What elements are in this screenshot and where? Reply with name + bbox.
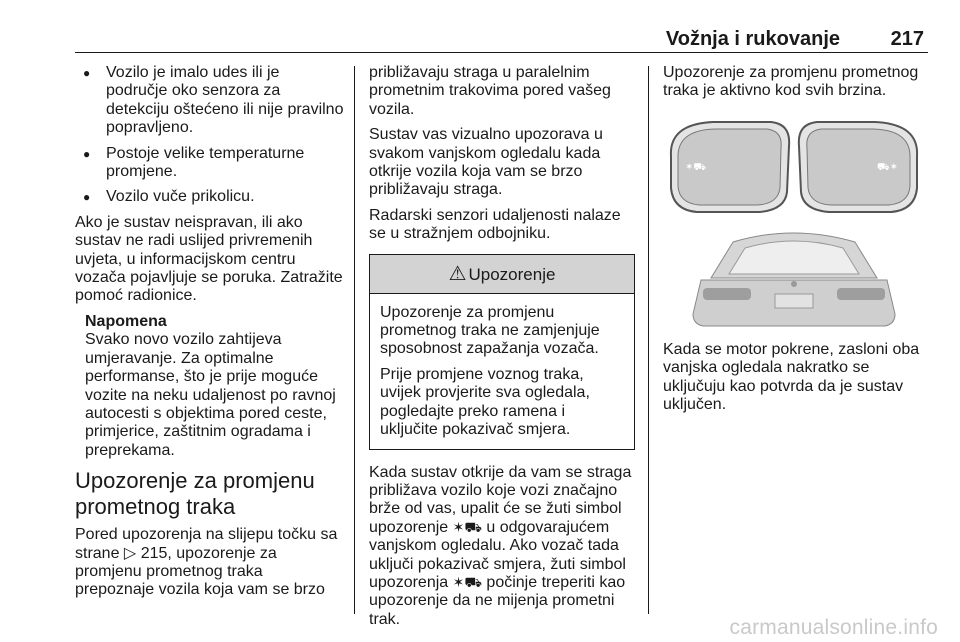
warning-body — [370, 294, 634, 449]
paragraph: Kada se motor pokrene, zasloni oba vanjska ogledala nakratko se uključuju kao potvrda da je sustav uključen. — [663, 340, 920, 414]
lane-change-warning-icon: ✶⛟ — [452, 574, 482, 591]
paragraph: približavaju straga u paralelnim prometnim trakovima pored vašeg vozila. — [369, 64, 611, 118]
paragraph-text: u odgovarajućem vanjskom ogledalu. Ako vozač tada uključi pokazivač smjera, žuti simbol upozorenja — [369, 518, 626, 591]
left-mirror-icon — [671, 122, 789, 212]
warning-box — [369, 254, 635, 450]
paragraph: Upozorenje za promjenu prometnog traka je aktivno kod svih brzina. — [663, 64, 919, 100]
paragraph: Sustav vas vizualno upozorava u svakom vanjskom ogledalu kada otkrije vozila koja vam se brzo približavaju straga. — [369, 126, 603, 199]
svg-text:⛟✶: ⛟✶ — [877, 161, 898, 173]
warning-text: Upozorenje za promjenu prometnog traka ne zamjenjuje sposobnost zapažanja vozača. — [380, 303, 600, 358]
warning-text: Prije promjene voznog traka, uvijek provjerite sva ogledala, pogledajte preko ramena i uključite pokazivač smjera. — [380, 365, 590, 439]
watermark: carmanualsonline.info — [729, 616, 938, 639]
column-divider — [354, 66, 355, 614]
paragraph-text: , upozorenje za promjenu prometnog traka prepoznaje vozila koja vam se brzo — [75, 544, 325, 599]
chapter-title: Vožnja i rukovanje — [665, 28, 840, 50]
section-heading: Upozorenje za promjenu prometnog traka — [75, 468, 315, 520]
lane-change-warning-icon: ✶⛟ — [452, 519, 482, 536]
column-1 — [75, 64, 345, 607]
warning-title: Upozorenje — [468, 264, 556, 284]
page-ref-arrow-icon: ▷ — [123, 544, 137, 562]
list-item: ● Vozilo vuče prikolicu. — [75, 188, 345, 206]
paragraph: Radarski senzori udaljenosti nalaze se u stražnjem odbojniku. — [369, 206, 621, 243]
warning-header — [370, 255, 634, 294]
column-3 — [663, 64, 929, 421]
paragraph-text: počinje treperiti kao upozorenje da ne mijenja prometni trak. — [369, 573, 626, 628]
column-2 — [369, 64, 635, 636]
svg-text:✶⛟: ✶⛟ — [685, 161, 706, 173]
paragraph — [75, 526, 345, 600]
paragraph-text: Kada sustav otkrije da vam se straga približava vozilo koje vozi značajno brže od vas, upalit će se žuti simbol upozorenje — [369, 463, 632, 536]
paragraph — [369, 464, 635, 630]
page-header — [75, 26, 928, 53]
list-item: ● Postoje velike temperaturne promjene. — [75, 145, 345, 182]
page-number: 217 — [890, 28, 924, 50]
list-item: ● Vozilo je imalo udes ili je područje oko senzora za detekciju oštećeno ili nije pravilno popravljeno. — [75, 64, 345, 138]
note-block — [85, 313, 345, 460]
mirror-illustration — [663, 118, 925, 327]
column-divider — [648, 66, 649, 614]
right-mirror-icon — [799, 122, 917, 212]
page-ref-link[interactable]: 215 — [140, 544, 168, 562]
note-title: Napomena — [85, 312, 167, 330]
warning-triangle-icon: ⚠ — [448, 262, 467, 285]
note-text: Svako novo vozilo zahtijeva umjeravanje. Za optimalne performanse, što je prije moguće vozite na neku udaljenost po ravnoj autocesti s objektima pored ceste, primjerice, zaštitnim ogradama i preprekama. — [85, 331, 336, 459]
bullet-list — [75, 64, 345, 207]
paragraph-text: Pored upozorenja na slijepu točku sa strane — [75, 526, 338, 562]
paragraph: Ako je sustav neispravan, ili ako sustav ne radi uslijed privremenih uvjeta, u informacijskom centru vozača pojavljuje se poruka. Zatražite pomoć radionice. — [75, 213, 343, 305]
